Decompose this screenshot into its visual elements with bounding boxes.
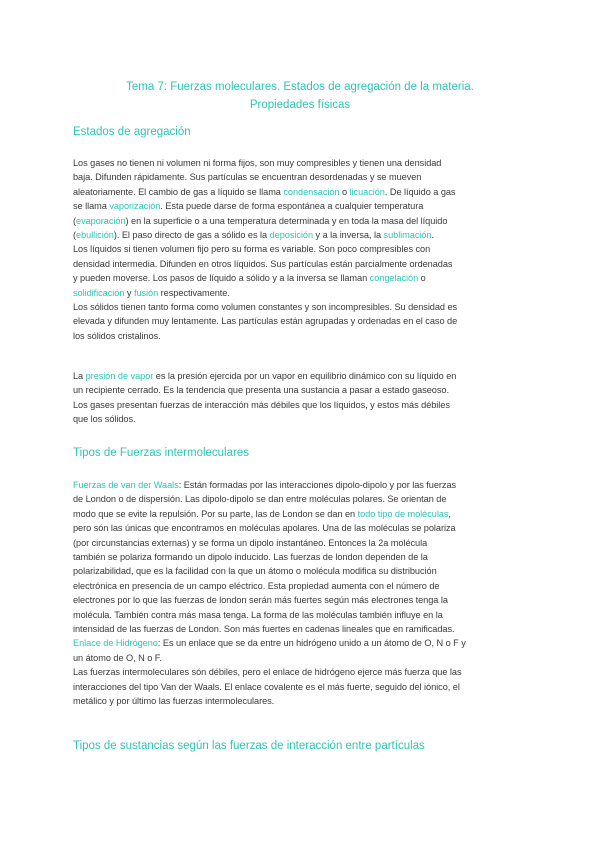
text-run: electrones por lo que las fuerzas de london serán más fuertes según más electrones tenga la [73, 595, 448, 606]
text-run: electrónica en presencia de un campo eléctrico. Esta propiedad aumenta con el número de [73, 580, 440, 591]
text-run: o [339, 186, 350, 197]
text-run: Los líquidos si tienen volumen fijo pero su forma es variable. Son poco compresibles con [73, 244, 431, 255]
text-line [73, 314, 529, 328]
text-run: : Están formadas por las interacciones dipolo-dipolo y por las fuerzas [178, 480, 457, 490]
text-run: baja. Difunden rápidamente. Sus partículas se encuentran desordenadas y se mueven [73, 172, 422, 183]
highlighted-term: sublimación [383, 230, 432, 241]
text-run: pero són las únicas que encontramos en moléculas apolares. Una de las moléculas se polariza [73, 523, 456, 534]
text-run: y a la inversa, la [313, 230, 384, 241]
text-run: (por circunstancias externas) y se forma un dipolo instantáneo. Entonces la 2a molécula [73, 537, 428, 548]
text-run: ( [73, 230, 77, 241]
text-line [73, 564, 529, 578]
text-run: respectivamente. [158, 287, 230, 298]
highlighted-term: ebullición [76, 230, 114, 241]
text-run: . De líquido a gas [384, 186, 456, 197]
highlighted-term: todo tipo de moléculas [357, 508, 449, 519]
text-run: . Esta puede darse de forma espontánea a cualquier temperatura [160, 201, 424, 212]
text-line [73, 170, 529, 184]
text-line [73, 329, 529, 343]
text-run: también se polariza formando un dipolo inducido. Las fuerzas de london dependen de la [73, 552, 428, 563]
highlighted-term: condensación [283, 186, 340, 197]
text-line [73, 156, 529, 170]
text-run: Las fuerzas intermoleculares són débiles, pero el enlace de hidrógeno ejerce más fuerza que las [73, 667, 462, 678]
text-run: de London o de dispersión. Las dipolo-dipolo se dan entre moléculas polares. Se orientan de [73, 494, 447, 505]
text-run: . [431, 230, 435, 241]
text-run: ( [73, 215, 77, 226]
text-line [73, 412, 529, 426]
text-line [73, 579, 529, 593]
highlighted-term: evaporación [76, 215, 126, 226]
text-line [73, 492, 529, 506]
highlighted-term: fusión [133, 287, 159, 298]
text-run: aleatoriamente. El cambio de gas a líquido se llama [73, 186, 284, 197]
text-line [73, 507, 529, 521]
text-line [73, 665, 529, 679]
highlighted-term: vaporización [109, 201, 161, 212]
highlighted-term: presión de vapor [85, 371, 154, 381]
text-line [73, 680, 529, 694]
text-line [73, 478, 529, 492]
text-run: elevada y difunden muy lentamente. Las partículas están agrupadas y ordenadas en el caso de [73, 316, 458, 327]
text-line [73, 300, 529, 314]
text-run: La [73, 371, 86, 381]
highlighted-term: Enlace de Hidrógeno [73, 638, 158, 649]
text-run: densidad intermedia. Difunden en otros líquidos. Sus partículas están parcialmente ordenadas [73, 258, 453, 269]
text-line [73, 271, 529, 285]
text-run: metálico y por último las fuerzas intermoleculares. [73, 696, 275, 707]
text-line [73, 636, 529, 650]
text-line [73, 608, 529, 622]
text-line [73, 383, 529, 397]
highlighted-term: Fuerzas de van der Waals [73, 480, 179, 490]
highlighted-term: licuación [349, 186, 385, 197]
text-line [73, 199, 529, 213]
text-line [73, 593, 529, 607]
text-run: : Es un enlace que se da entre un hidrógeno unido a un átomo de O, N o F y [157, 638, 466, 649]
highlighted-term: solidificación [73, 287, 125, 298]
text-run: , [448, 508, 451, 519]
text-run: Los gases no tienen ni volumen ni forma fijos, son muy compresibles y tienen una densidad [73, 158, 442, 168]
text-run: los sólidos cristalinos. [73, 330, 161, 341]
text-line [73, 214, 529, 228]
highlighted-term: deposición [269, 230, 314, 241]
text-run: y [124, 287, 134, 298]
text-line [73, 257, 529, 271]
text-run: un recipiente cerrado. Es la tendencia que presenta una sustancia a pasar a estado gaseoso. [73, 385, 449, 396]
text-run: modo que se evite la repulsión. Por su parte, las de London se dan en [73, 508, 358, 519]
text-run: es la presión ejercida por un vapor en equilibrio dinámico con su líquido en [153, 371, 457, 381]
text-line [73, 185, 529, 199]
paragraph-fuerzas [73, 478, 529, 709]
text-line [73, 228, 529, 242]
text-line [73, 398, 529, 412]
text-line [73, 521, 529, 535]
text-run: polarizabilidad, que es la facilidad con la que un átomo o molécula modifica su distribución [73, 566, 437, 577]
text-run: interacciones del tipo Van der Waals. El enlace covalente es el más fuerte, seguido del iónico, el [73, 681, 460, 692]
text-run: que los sólidos. [73, 414, 136, 425]
text-line [73, 694, 529, 708]
text-line [73, 286, 529, 300]
text-line [73, 651, 529, 665]
text-line [73, 369, 529, 383]
text-run: Los gases presentan fuerzas de interacción más débiles que los líquidos, y estos más débiles [73, 399, 450, 410]
text-run: molécula. También contra más masa tenga. La forma de las moléculas también influye en la [73, 609, 443, 620]
text-line [73, 622, 529, 636]
text-run: un átomo de O, N o F. [73, 652, 162, 663]
paragraph-estados [73, 156, 529, 343]
document-title [73, 78, 527, 114]
heading-tipos-fuerzas: Tipos de Fuerzas intermoleculares [73, 447, 249, 459]
paragraph-presion-vapor [73, 369, 529, 427]
text-run: o [418, 273, 426, 284]
text-line [73, 550, 529, 564]
heading-tipos-sustancias: Tipos de sustancias según las fuerzas de interacción entre partículas [73, 740, 425, 752]
text-line [73, 536, 529, 550]
text-run: ). El paso directo de gas a sólido es la [113, 230, 270, 241]
highlighted-term: congelación [369, 273, 419, 284]
text-run: Los sólidos tienen tanto forma como volumen constantes y son incompresibles. Su densidad es [73, 302, 458, 313]
title-line: Propiedades físicas [249, 99, 351, 111]
text-run: se llama [73, 201, 110, 212]
text-run: intensidad de las fuerzas de London. Son más fuertes en cadenas lineales que en ramificadas. [73, 624, 455, 635]
title-line: Tema 7: Fuerzas moleculares. Estados de agregación de la materia. [126, 81, 474, 93]
text-run: y pueden moverse. Los pasos de líquido a sólido y a la inversa se llaman [73, 273, 370, 284]
text-run: ) en la superficie o a una temperatura determinada y en toda la masa del líquido [125, 215, 448, 226]
heading-estados-agregacion: Estados de agregación [73, 126, 191, 138]
text-line [73, 242, 529, 256]
